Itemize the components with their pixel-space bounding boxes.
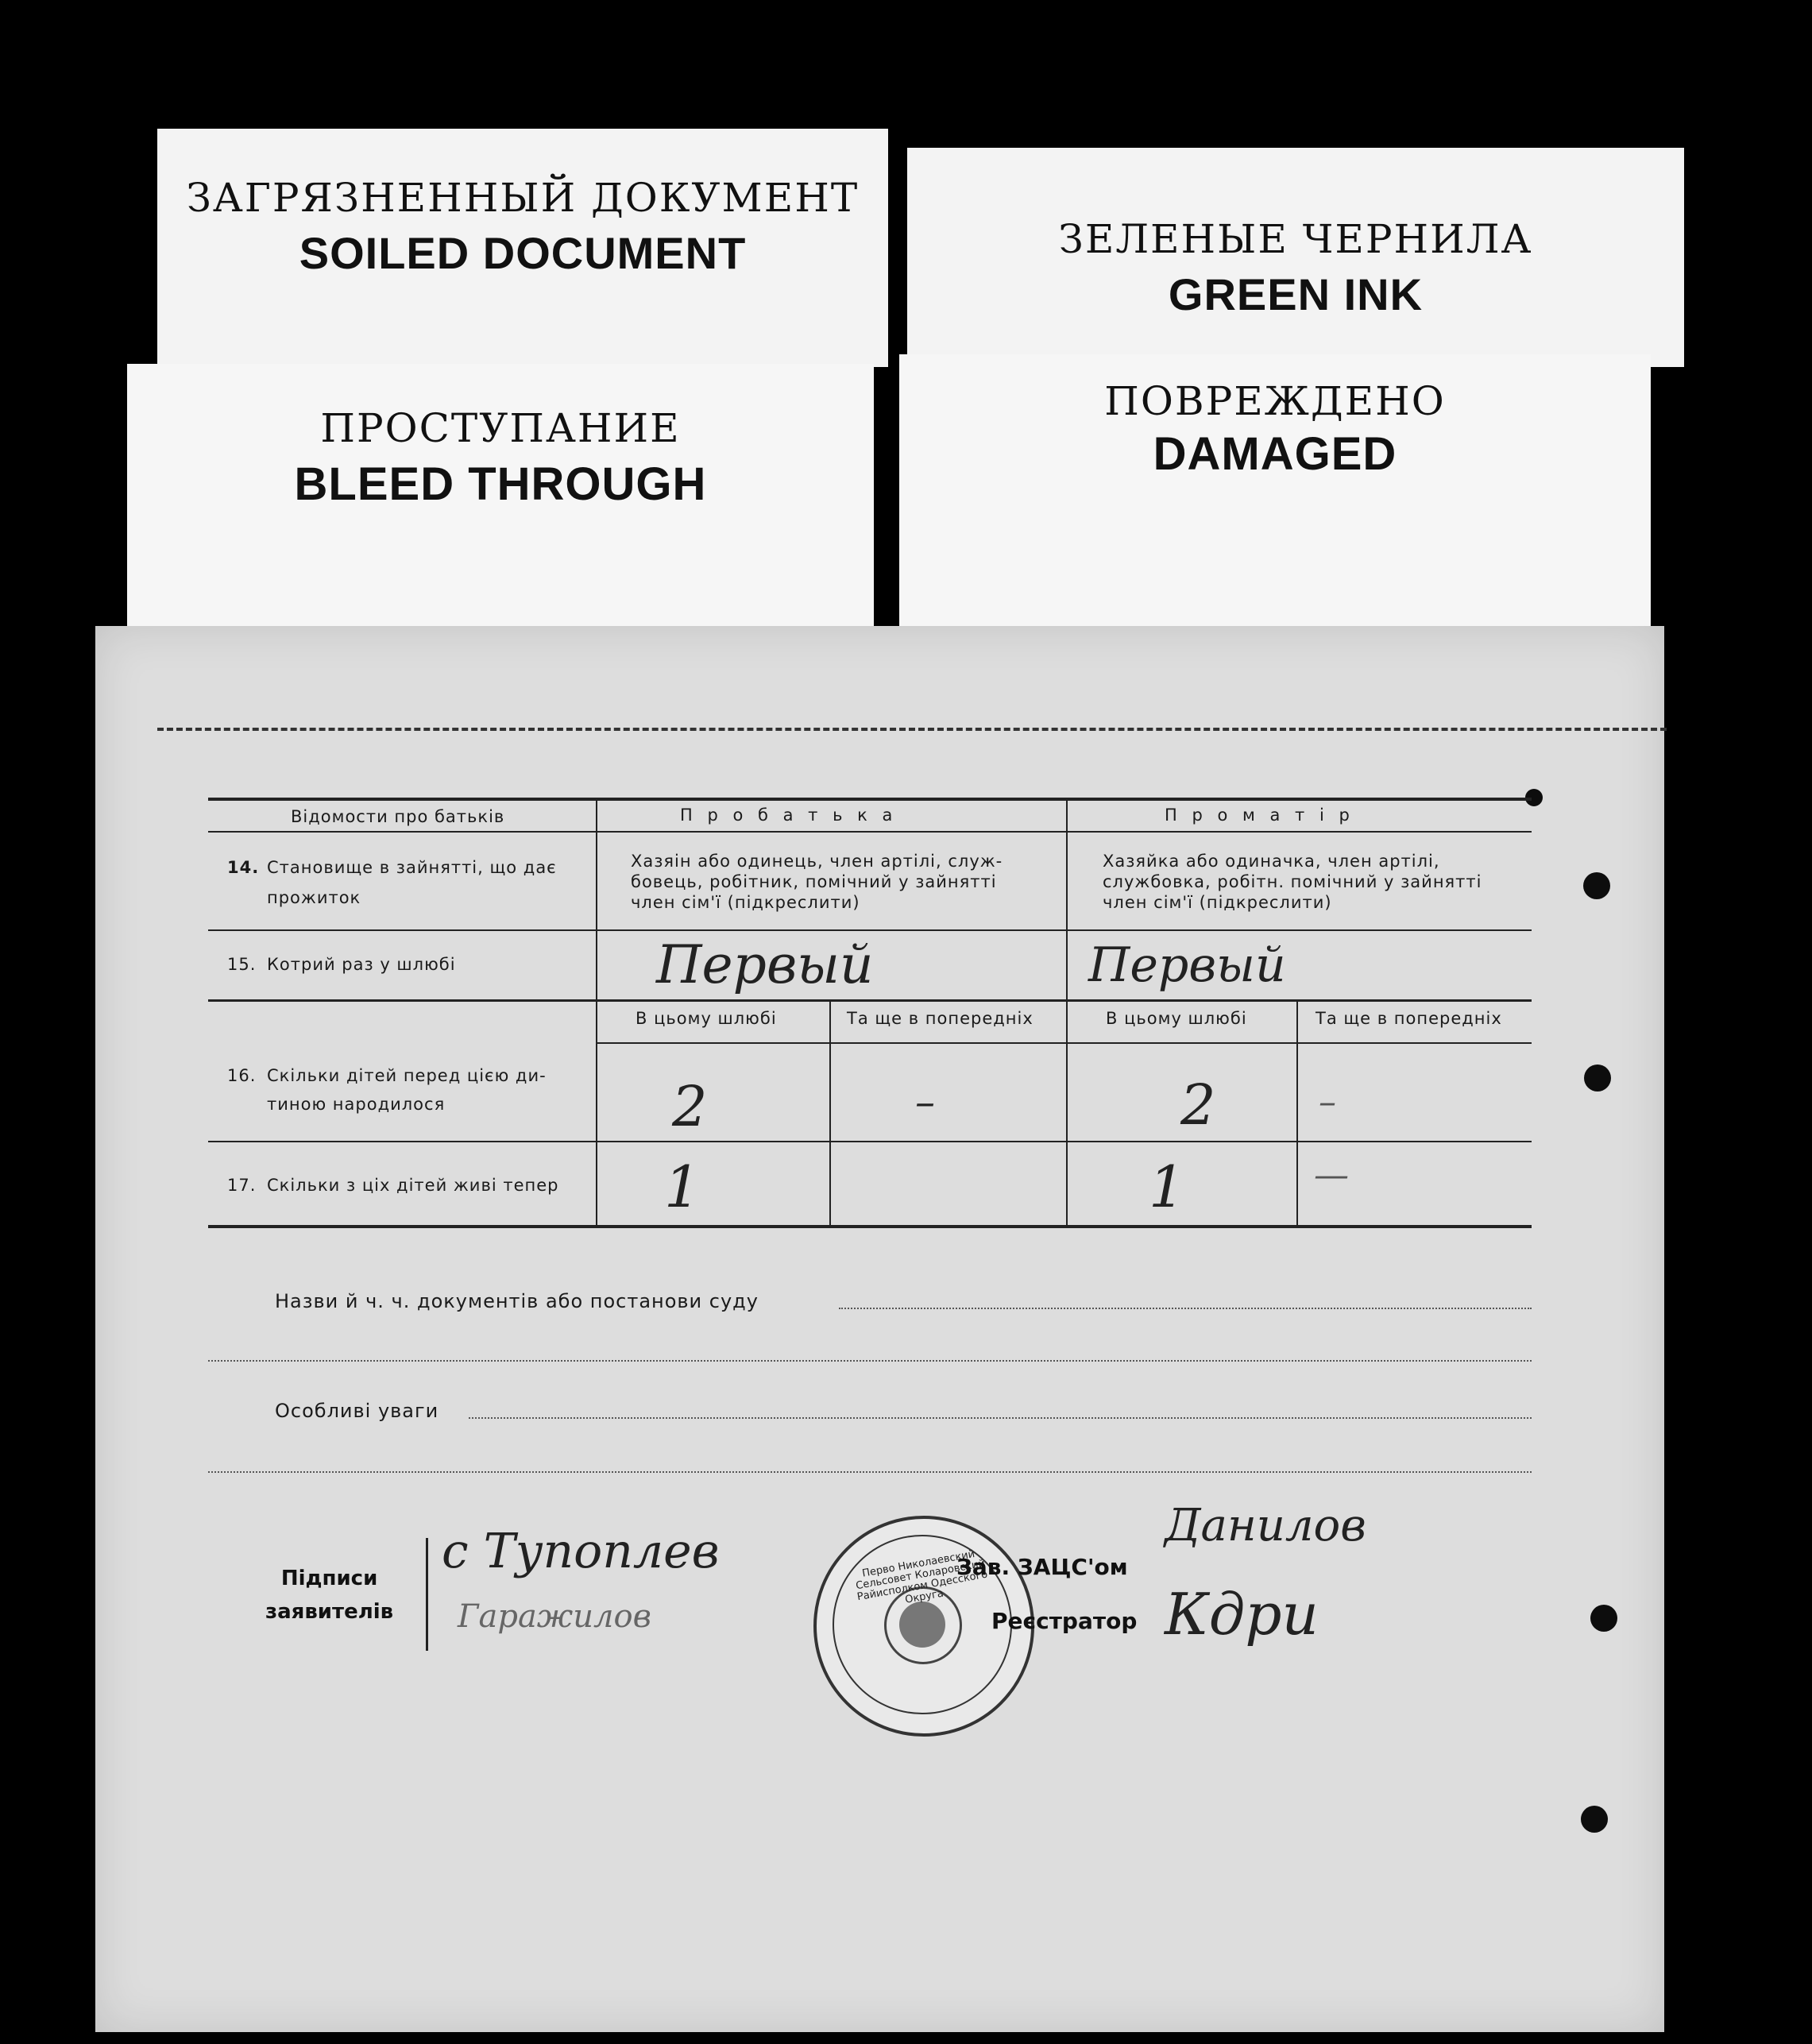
table-rule <box>1066 798 1068 1225</box>
registrar-label: Реєстратор <box>991 1608 1138 1634</box>
documents-label: Назви й ч. ч. документів або постанови суду <box>275 1290 759 1312</box>
punch-hole <box>1590 1605 1617 1632</box>
row14-mother-options: Хазяйка або одиначка, член артілі, <box>1103 852 1440 871</box>
row17-father-this: 1 <box>664 1153 701 1220</box>
header-parents-info: Відомости про батьків <box>291 807 505 826</box>
green-en-label: GREEN INK <box>1168 269 1424 319</box>
punch-hole <box>1584 1065 1611 1092</box>
subheader-mother-this: В цьому шлюбі <box>1106 1009 1247 1028</box>
bleed-through-card <box>127 364 874 634</box>
table-rule <box>208 798 1532 801</box>
applicant-signature-2: Гаражилов <box>458 1598 651 1635</box>
signature-bracket <box>426 1538 428 1651</box>
documents-line-2 <box>208 1360 1532 1362</box>
damaged-ru-label: ПОВРЕЖДЕНО <box>1104 378 1446 424</box>
record-sheet <box>95 626 1664 2032</box>
soiled-document-card <box>157 129 888 367</box>
stamp-ring-text: Перво Николаевский Сельсовет Коларовский Райисполком Одесского Округа <box>855 1547 989 1606</box>
head-of-registry-label: Зав. ЗАЦС'ом <box>956 1554 1128 1580</box>
row15-father-value: Первый <box>656 934 874 995</box>
row16-label: Скільки дітей перед цією ди- <box>267 1066 547 1085</box>
row16-number: 16. <box>227 1066 257 1085</box>
row14-label-cont: прожиток <box>267 888 361 907</box>
remarks-line <box>469 1417 1532 1419</box>
table-rule <box>597 1042 1532 1044</box>
row15-mother-value: Первый <box>1088 937 1286 993</box>
bleed-en-label: BLEED THROUGH <box>294 458 707 510</box>
green-ru-label: ЗЕЛЕНЫЕ ЧЕРНИЛА <box>1058 216 1533 262</box>
table-rule <box>208 831 1532 833</box>
table-rule <box>208 999 1532 1002</box>
row15-number: 15. <box>227 955 257 974</box>
punch-hole <box>1583 872 1610 899</box>
remarks-line-2 <box>208 1471 1532 1473</box>
header-about-mother: П р о м а т і р <box>1165 806 1354 825</box>
punch-hole <box>1581 1806 1608 1833</box>
soiled-ru-label: ЗАГРЯЗНЕННЫЙ ДОКУМЕНТ <box>186 175 860 221</box>
remarks-label: Особливі уваги <box>275 1400 439 1422</box>
bleed-ru-label: ПРОСТУПАНИЕ <box>320 405 681 451</box>
row16-mother-prev: – <box>1319 1082 1336 1122</box>
table-rule <box>829 999 831 1225</box>
row14-father-options: Хазяін або одинець, член артілі, служ- <box>631 852 1003 871</box>
green-ink-card <box>907 148 1684 367</box>
header-about-father: П р о б а т ь к а <box>680 806 898 825</box>
table-rule <box>596 798 597 1225</box>
row16-father-this: 2 <box>672 1074 708 1139</box>
table-rule <box>208 1225 1532 1228</box>
table-rule <box>208 1141 1532 1142</box>
perforation-line <box>157 728 1667 731</box>
subheader-father-this: В цьому шлюбі <box>636 1009 777 1028</box>
subheader-mother-prev: Та ще в попередніх <box>1316 1009 1502 1028</box>
signatures-label-line2: заявителів <box>265 1600 394 1624</box>
subheader-father-prev: Та ще в попередніх <box>847 1009 1033 1028</box>
registrar-signature: Кдри <box>1165 1581 1319 1648</box>
signatures-label-line1: Підписи <box>280 1567 378 1590</box>
row14-label: Становище в зайнятті, що дає <box>267 858 557 877</box>
row14-mother-options: член сім'ї (підкреслити) <box>1103 893 1332 912</box>
row14-father-options: бовець, робітник, помічний у зайнятті <box>631 872 997 891</box>
table-rule <box>208 929 1532 931</box>
row17-mother-prev: — <box>1314 1155 1349 1196</box>
row16-mother-this: 2 <box>1180 1072 1216 1138</box>
damaged-en-label: DAMAGED <box>1153 428 1397 480</box>
head-signature: Данилов <box>1165 1500 1366 1551</box>
soiled-en-label: SOILED DOCUMENT <box>299 228 747 278</box>
applicant-signature-1: с Тупоплев <box>442 1524 720 1579</box>
row14-father-options: член сім'ї (підкреслити) <box>631 893 860 912</box>
signatures-label <box>265 1562 393 1629</box>
stamp-emblem <box>899 1602 945 1648</box>
row15-label: Котрий раз у шлюбі <box>267 955 456 974</box>
row17-number: 17. <box>227 1176 257 1195</box>
row16-father-prev: – <box>915 1079 935 1125</box>
documents-line <box>839 1308 1532 1309</box>
row14-number: 14. <box>227 858 260 877</box>
row16-label-cont: тиною народилося <box>267 1095 446 1114</box>
row17-label: Скільки з ціх дітей живі тепер <box>267 1176 559 1195</box>
table-rule <box>1296 999 1298 1225</box>
row17-mother-this: 1 <box>1149 1153 1185 1220</box>
row14-mother-options: службовка, робітн. помічний у зайнятті <box>1103 872 1482 891</box>
damaged-card <box>899 354 1651 634</box>
